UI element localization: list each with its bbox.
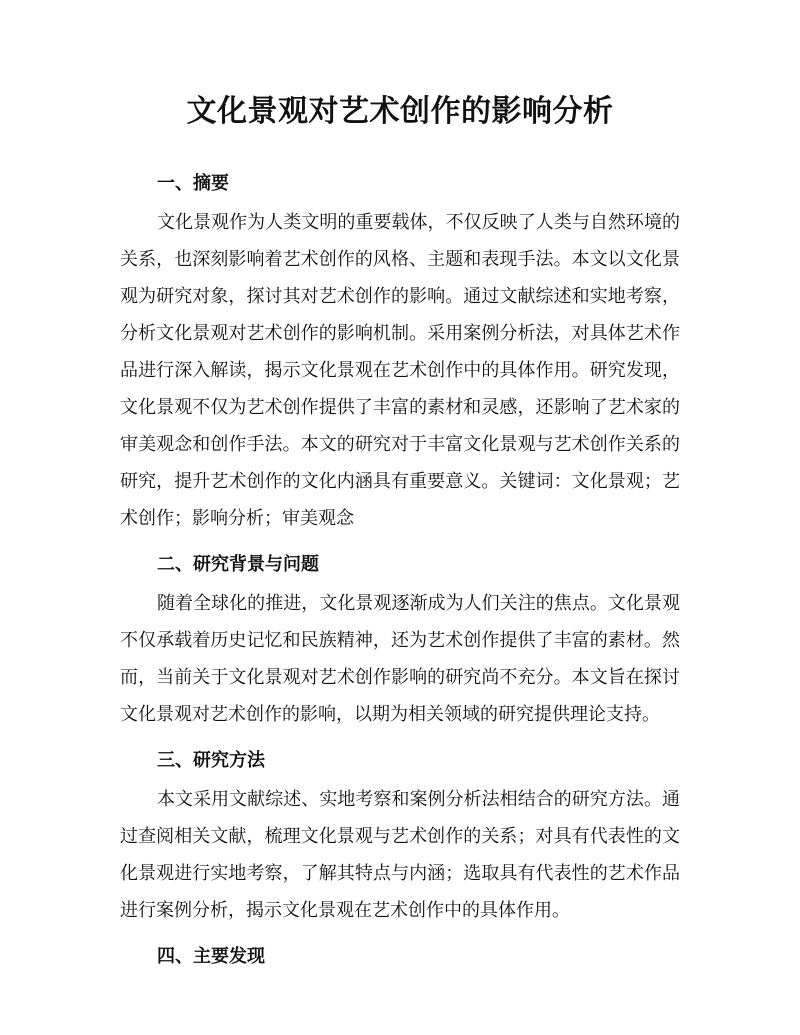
section-background xyxy=(120,547,680,733)
section-methods xyxy=(120,743,680,929)
section-paragraph-background: 随着全球化的推进，文化景观逐渐成为人们关注的焦点。文化景观不仅承载着历史记忆和民族精神，还为艺术创作提供了丰富的素材。然而，当前关于文化景观对艺术创作影响的研究尚不充分。本文旨在探讨文化景观对艺术创作的影响，以期为相关领域的研究提供理论支持。 xyxy=(120,593,680,725)
section-paragraph-methods: 本文采用文献综述、实地考察和案例分析法相结合的研究方法。通过查阅相关文献，梳理文化景观与艺术创作的关系；对具有代表性的文化景观进行实地考察，了解其特点与内涵；选取具有代表性的艺术作品进行案例分析，揭示文化景观在艺术创作中的具体作用。 xyxy=(120,789,680,921)
section-heading-methods: 三、研究方法 xyxy=(157,750,265,771)
section-abstract xyxy=(120,166,680,537)
section-heading-abstract: 一、摘要 xyxy=(157,173,229,194)
section-heading-findings: 四、主要发现 xyxy=(157,946,265,967)
section-heading-background: 二、研究背景与问题 xyxy=(157,554,319,575)
section-paragraph-abstract: 文化景观作为人类文明的重要载体，不仅反映了人类与自然环境的关系，也深刻影响着艺术创作的风格、主题和表现手法。本文以文化景观为研究对象，探讨其对艺术创作的影响。通过文献综述和实地考察，分析文化景观对艺术创作的影响机制。采用案例分析法，对具体艺术作品进行深入解读，揭示文化景观在艺术创作中的具体作用。研究发现，文化景观不仅为艺术创作提供了丰富的素材和灵感，还影响了艺术家的审美观念和创作手法。本文的研究对于丰富文化景观与艺术创作关系的研究，提升艺术创作的文化内涵具有重要意义。关键词：文化景观；艺术创作；影响分析；审美观念 xyxy=(120,212,680,529)
section-findings xyxy=(120,939,680,975)
document-title: 文化景观对艺术创作的影响分析 xyxy=(186,94,614,129)
